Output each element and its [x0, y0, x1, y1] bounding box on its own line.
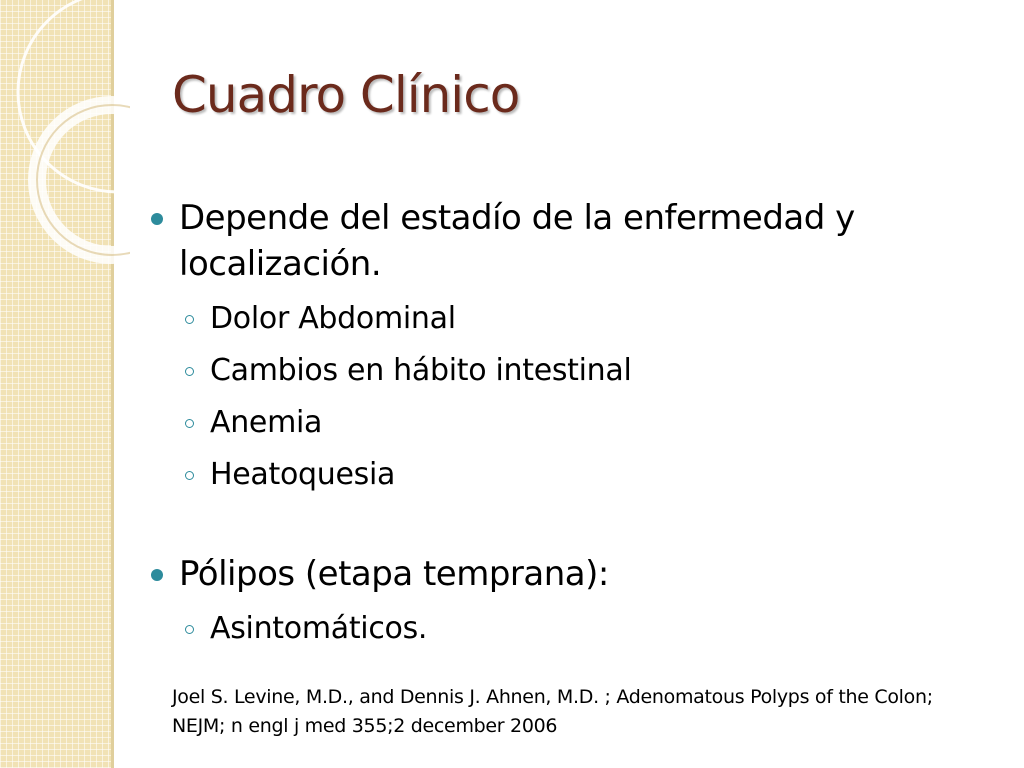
- slide-title: Cuadro Clínico: [172, 66, 520, 124]
- sub-bullet-item: [140, 449, 980, 501]
- citation-reference: Joel S. Levine, M.D., and Dennis J. Ahnen, M.D. ; Adenomatous Polyps of the Colon; NEJM; n engl j med 355;2 december 2006: [172, 686, 933, 737]
- sub-bullet-item: [140, 345, 980, 397]
- sub-bullet-ring-icon: [185, 625, 194, 634]
- sub-bullet-list: [140, 603, 980, 655]
- sub-bullet-ring-icon: [185, 367, 194, 376]
- bullet-item: [140, 551, 980, 597]
- sub-bullet-text: Dolor Abdominal: [210, 301, 456, 336]
- sub-bullet-ring-icon: [185, 419, 194, 428]
- bullet-dot-icon: [151, 213, 163, 225]
- decorative-rings: [0, 0, 130, 300]
- sub-bullet-text: Asintomáticos.: [210, 611, 428, 646]
- sub-bullet-item: [140, 603, 980, 655]
- sub-bullet-item: [140, 397, 980, 449]
- sub-bullet-item: [140, 293, 980, 345]
- sub-bullet-ring-icon: [185, 471, 194, 480]
- bullet-text: Depende del estadío de la enfermedad y localización.: [179, 198, 855, 284]
- spacer: [140, 501, 980, 551]
- sub-bullet-text: Cambios en hábito intestinal: [210, 353, 632, 388]
- sub-bullet-text: Anemia: [210, 405, 323, 440]
- bullet-text: Pólipos (etapa temprana):: [179, 554, 609, 594]
- sub-bullet-text: Heatoquesia: [210, 457, 396, 492]
- sub-bullet-ring-icon: [185, 315, 194, 324]
- bullet-item: [140, 195, 980, 287]
- bullet-dot-icon: [151, 569, 163, 581]
- sub-bullet-list: [140, 293, 980, 501]
- slide-content: [140, 195, 980, 655]
